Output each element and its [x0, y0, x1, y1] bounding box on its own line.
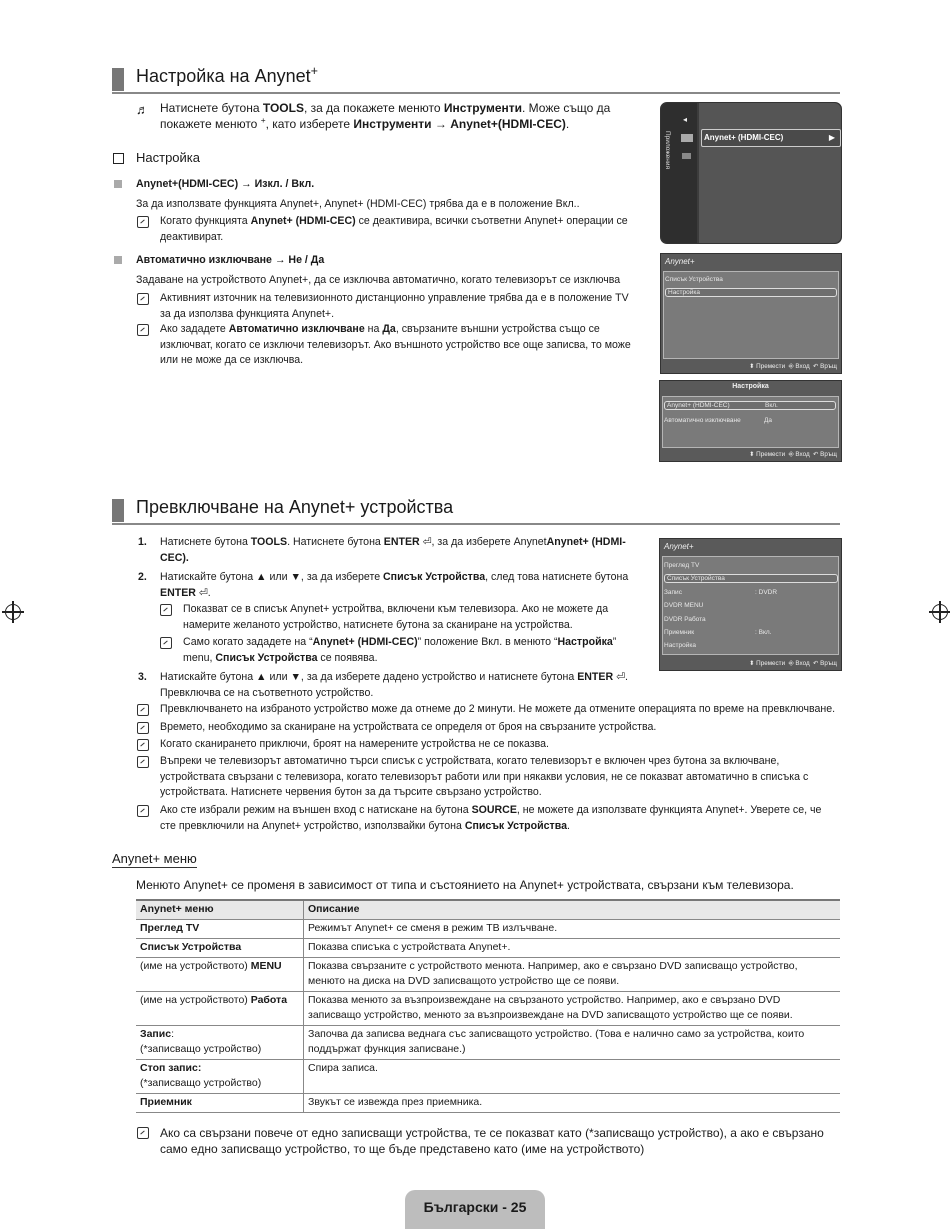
table-header-row [136, 900, 840, 920]
tools-side-label: Приложения [664, 131, 671, 170]
menu2-item: DVDR Работа [664, 616, 706, 623]
table-header-cell: Описание [304, 900, 841, 920]
setup-row: Anynet+ (HDMI-CEC) Вкл. [664, 401, 836, 410]
note-icon [137, 805, 149, 817]
table-row: (име на устройството) Работа Показва менюто за възпроизвеждане на свързаното устройство. Например, ако е свързано DVD записващо устройство, менюто за възпроизвеждане на DVD записващото устройство ще се появи. [136, 992, 840, 1026]
registration-mark-left [2, 601, 24, 623]
menu2-item-selected: Списък Устройства [664, 574, 838, 583]
item1-title: Anynet+(HDMI-CEC) → Изкл. / Вкл. [136, 178, 315, 190]
anynet-menu-screenshot [660, 253, 842, 374]
menu1-item-selected: Настройка [665, 288, 837, 297]
setup-screenshot [659, 380, 842, 462]
page-number-tab: Български - 25 [405, 1190, 545, 1229]
section-heading-anynet-setup: Настройка на Anynet+ [112, 66, 840, 94]
note-icon [160, 637, 172, 649]
anynet-menu-table [136, 899, 840, 1113]
tools-icon-3 [682, 153, 691, 159]
nav-hints: ⬍ Премести ⎆ Вход ↶ Връщ [749, 451, 837, 458]
item1-desc: За да използвате функцията Anynet+, Anynet+ (HDMI-CEC) трябва да е в положение Вкл.. [136, 198, 580, 210]
anynet-logo: Anynet+ [665, 257, 695, 266]
table-row: Запис: (*записващо устройство) Започва да записва веднага със записващото устройство. (Това е налично само за устройства, които поддържат функция записване.) [136, 1026, 840, 1060]
nav-hints: ⬍ Премести ⎆ Вход ↶ Връщ [749, 660, 837, 667]
table-row: Стоп запис: (*записващо устройство) Спира записа. [136, 1060, 840, 1094]
bullet-square-icon [114, 256, 122, 264]
registration-mark-right [929, 601, 950, 623]
table-header-cell: Anynet+ меню [136, 900, 304, 920]
section-heading-switching [112, 497, 840, 525]
section-title: Настройка на Anynet [136, 66, 311, 86]
tools-menu-screenshot [660, 102, 842, 244]
anynet-icon [681, 134, 693, 142]
subsection-title: Настройка [136, 150, 200, 165]
setup-title: Настройка [732, 383, 769, 390]
menu2-item: Преглед TV [664, 562, 700, 569]
table-row: (име на устройството) MENU Показва свързаните с устройството менюта. Например, ако е свързано DVD записващо устройство, менюто на диска на DVD записващото устройство ще се появи. [136, 958, 840, 992]
note-icon [137, 216, 149, 228]
tools-item-anynet: Anynet+ (HDMI-CEC) ▶ [701, 129, 841, 147]
tools-icon: ♬ [136, 102, 149, 117]
setup-row: Автоматично изключване Да [664, 417, 773, 424]
note-icon [137, 293, 149, 305]
note-icon [137, 1127, 149, 1139]
table-row: Приемник Звукът се извежда през приемника. [136, 1094, 840, 1113]
tools-icon-1: ◂ [683, 115, 688, 124]
enter-icon: ⏎ [616, 671, 625, 683]
menu2-item: Настройка [664, 642, 696, 649]
menu1-item: Списък Устройства [665, 276, 723, 283]
bullet-square-icon [114, 180, 122, 188]
table-row: Преглед TV Режимът Anynet+ се сменя в режим TB излъчване. [136, 920, 840, 939]
menu2-item: DVDR MENU [664, 602, 704, 609]
enter-icon: ⏎ [198, 586, 208, 599]
enter-icon: ⏎ [422, 536, 432, 548]
table-row: Списък Устройства Показва списъка с устройствата Anynet+. [136, 939, 840, 958]
subsection-checkbox-icon [113, 153, 124, 164]
note-icon [137, 704, 149, 716]
note-icon [137, 739, 149, 751]
item2-desc: Задаване на устройството Anynet+, да се изключва автоматично, когато телевизорът се изключва [136, 274, 621, 286]
anynet-menu-heading: Anynet+ меню [112, 851, 197, 866]
anynet-logo: Anynet+ [664, 542, 694, 551]
menu2-item: Запис : DVDR [664, 589, 778, 596]
note-icon [137, 324, 149, 336]
anynet-menu-screenshot-2 [659, 538, 842, 671]
nav-hints: ⬍ Премести ⎆ Вход ↶ Връщ [749, 363, 837, 370]
menu2-item: Приемник : Вкл. [664, 629, 772, 636]
anynet-menu-intro: Менюто Anynet+ се променя в зависимост от типа и състоянието на Anynet+ устройствата, свързани към телевизора. [136, 878, 794, 892]
section-title: Превключване на Anynet+ устройства [136, 497, 454, 517]
note-icon [137, 756, 149, 768]
note-icon [160, 604, 172, 616]
item2-title: Автоматично изключване → Не / Да [136, 254, 325, 266]
note-icon [137, 722, 149, 734]
